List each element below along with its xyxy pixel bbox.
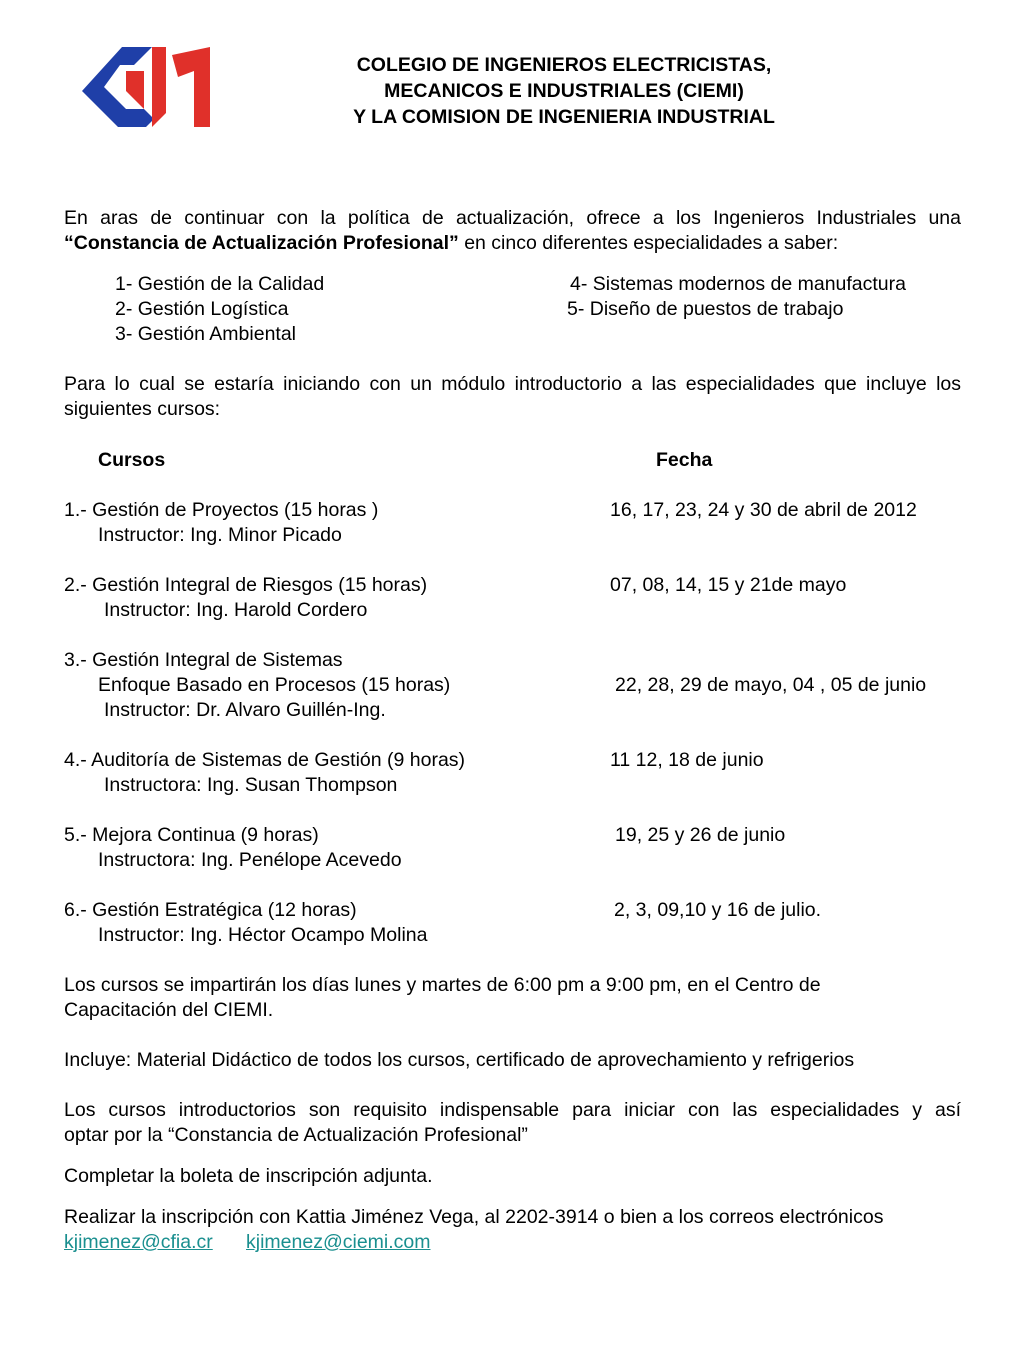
schedule-line-1: Los cursos se impartirán los días lunes y martes de 6:00 pm a 9:00 pm, en el Centro de [64,974,821,996]
header-line-3: Y LA COMISION DE INGENIERIA INDUSTRIAL [353,106,775,128]
specialty-3: 3- Gestión Ambiental [115,323,297,345]
document-header [300,52,828,130]
specialty-2: 2- Gestión Logística [115,298,289,320]
course-3-title: 3.- Gestión Integral de Sistemas [64,649,343,671]
course-2-date: 07, 08, 14, 15 y 21de mayo [610,574,847,596]
specialty-5: 5- Diseño de puestos de trabajo [567,298,844,320]
logo-red-shape-2 [152,47,166,127]
course-2-title: 2.- Gestión Integral de Riesgos (15 horas) [64,574,428,596]
schedule-line-2: Capacitación del CIEMI. [64,999,274,1021]
contact-line: Realizar la inscripción con Kattia Jiménez Vega, al 2202-3914 o bien a los correos electrónicos [64,1206,884,1228]
module-intro-line-2: siguientes cursos: [64,398,221,420]
course-5-instructor: Instructora: Ing. Penélope Acevedo [98,849,402,871]
course-3-date: 22, 28, 29 de mayo, 04 , 05 de junio [615,674,927,696]
course-4-date: 11 12, 18 de junio [610,749,764,771]
specialty-4: 4- Sistemas modernos de manufactura [570,273,906,295]
constancia-title: “Constancia de Actualización Profesional” [64,232,459,254]
header-line-1: COLEGIO DE INGENIEROS ELECTRICISTAS, [356,54,772,76]
course-6-title: 6.- Gestión Estratégica (12 horas) [64,899,357,921]
intro-rest: en cinco diferentes especialidades a saber: [458,232,839,254]
course-4-instructor: Instructora: Ing. Susan Thompson [104,774,398,796]
module-intro-line-1: Para lo cual se estaría iniciando con un módulo introductorio a las especialidades que incluye los [64,373,961,395]
date-header: Fecha [656,449,713,471]
course-6-instructor: Instructor: Ing. Héctor Ocampo Molina [98,924,428,946]
logo-red-shape-1 [126,71,144,109]
course-5-title: 5.- Mejora Continua (9 horas) [64,824,319,846]
course-1-date: 16, 17, 23, 24 y 30 de abril de 2012 [610,499,917,521]
requirement-line-2: optar por la “Constancia de Actualización Profesional” [64,1124,528,1146]
form-note: Completar la boleta de inscripción adjunta. [64,1165,433,1187]
email-link-ciemi[interactable]: kjimenez@ciemi.com [246,1231,431,1253]
ciemi-logo [82,47,210,127]
email-link-cfia[interactable]: kjimenez@cfia.cr [64,1231,213,1253]
course-1-title: 1.- Gestión de Proyectos (15 horas ) [64,499,379,521]
intro-line-1: En aras de continuar con la política de actualización, ofrece a los Ingenieros Industriales una [64,207,961,229]
courses-header: Cursos [98,449,166,471]
includes-text: Incluye: Material Didáctico de todos los cursos, certificado de aprovechamiento y refrigerios [64,1049,855,1071]
logo-red-shape-3 [172,47,210,127]
specialty-1: 1- Gestión de la Calidad [115,273,325,295]
course-5-date: 19, 25 y 26 de junio [615,824,786,846]
course-3-subtitle: Enfoque Basado en Procesos (15 horas) [98,674,451,696]
course-2-instructor: Instructor: Ing. Harold Cordero [104,599,368,621]
intro-line-2 [64,231,961,256]
course-4-title: 4.- Auditoría de Sistemas de Gestión (9 horas) [64,749,466,771]
header-line-2: MECANICOS E INDUSTRIALES (CIEMI) [384,80,744,102]
course-6-date: 2, 3, 09,10 y 16 de julio. [614,899,822,921]
requirement-line-1: Los cursos introductorios son requisito indispensable para iniciar con las especialidades y así [64,1099,961,1121]
course-3-instructor: Instructor: Dr. Alvaro Guillén-Ing. [104,699,386,721]
course-1-instructor: Instructor: Ing. Minor Picado [98,524,342,546]
